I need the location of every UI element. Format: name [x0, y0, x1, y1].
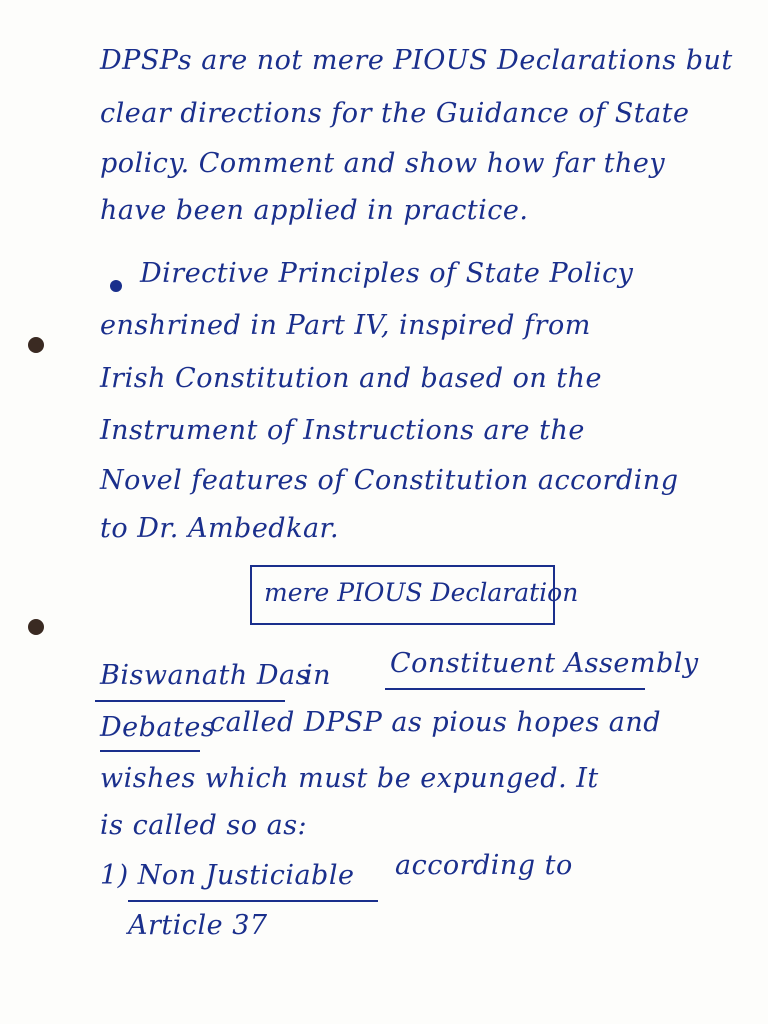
underline — [128, 900, 378, 902]
question-line: clear directions for the Guidance of State — [100, 98, 690, 129]
binder-hole — [28, 619, 44, 635]
bullet-dot — [110, 280, 122, 292]
body-debates: Debates — [100, 712, 216, 743]
heading-text: mere PIOUS Declaration — [264, 578, 579, 607]
question-line: have been applied in practice. — [100, 195, 529, 226]
intro-line: Directive Principles of State Policy — [140, 258, 634, 289]
binder-hole — [28, 337, 44, 353]
underline — [385, 688, 645, 690]
underline — [95, 700, 285, 702]
intro-line: Instrument of Instructions are the — [100, 415, 585, 446]
body-word: in — [304, 660, 332, 691]
intro-line: enshrined in Part IV, inspired from — [100, 310, 591, 341]
body-line: called DPSP as pious hopes and — [210, 707, 662, 738]
intro-line: to Dr. Ambedkar. — [100, 513, 340, 544]
point-text: according to — [395, 850, 573, 881]
question-line: policy. Comment and show how far they — [100, 148, 666, 179]
body-assembly: Constituent Assembly — [390, 648, 699, 679]
question-line: DPSPs are not mere PIOUS Declarations but — [100, 45, 733, 76]
body-line: is called so as: — [100, 810, 308, 841]
point-label: 1) Non Justiciable — [100, 860, 355, 891]
body-name: Biswanath Das — [100, 660, 310, 691]
body-line: wishes which must be expunged. It — [100, 763, 599, 794]
intro-line: Novel features of Constitution according — [100, 465, 679, 496]
point-text: Article 37 — [128, 910, 268, 941]
underline — [100, 750, 200, 752]
intro-line: Irish Constitution and based on the — [100, 363, 603, 394]
